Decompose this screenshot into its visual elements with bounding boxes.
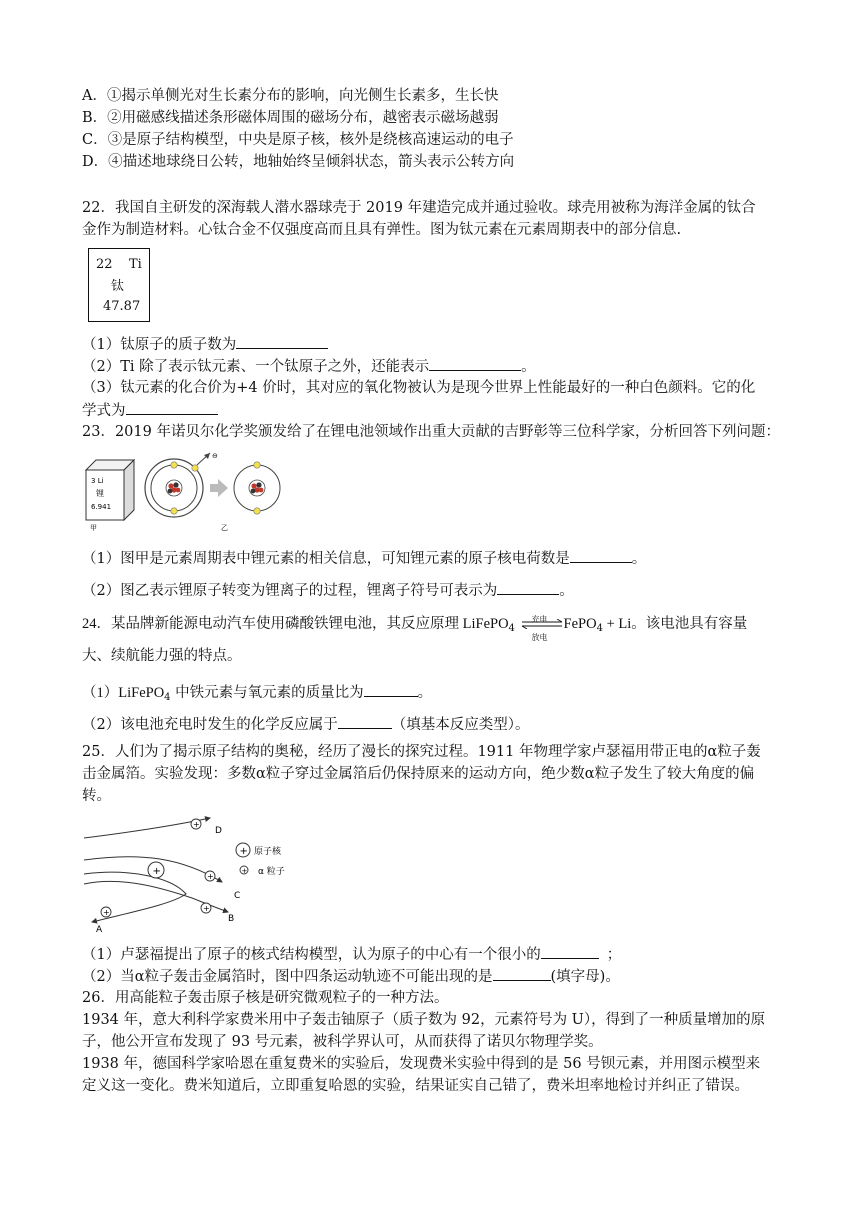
- q24-stem-line1: 24．某品牌新能源电动汽车使用磷酸铁锂电池，其反应原理 LiFePO$_4$ 充电 放电 FePO$_4$ + Li。该电池具有容量: [82, 614, 747, 634]
- ti-symbol: Ti: [129, 257, 142, 272]
- lithium-ion: [234, 462, 280, 514]
- q26-line1: 26．用高能粒子轰击原子核是研究微观粒子的一种方法。: [82, 990, 449, 1006]
- option-a: A．①揭示单侧光对生长素分布的影响，向光侧生长素多，生长快: [82, 88, 499, 104]
- outer-electron: [192, 465, 198, 471]
- q23-part1: （1）图甲是元素周期表中锂元素的相关信息，可知锂元素的原子核电荷数是 。: [82, 548, 646, 569]
- ti-atomic-number: 22: [96, 257, 113, 272]
- q26-line2: 1934 年，意大利科学家费米用中子轰击铀原子（质子数为 92，元素符号为 U），得到了一种质量增加的原: [82, 1012, 766, 1028]
- q25-answer-blank-2[interactable]: [493, 966, 551, 981]
- li-number-symbol: 3 Li: [91, 477, 104, 485]
- svg-text:+: +: [239, 846, 248, 857]
- label-a: A: [96, 925, 103, 934]
- label-c: C: [234, 891, 241, 901]
- inner-electron-top: [171, 462, 177, 468]
- legend-alpha-label: α 粒子: [258, 867, 285, 877]
- q24-stem-line2: 大、续航能力强的特点。: [82, 648, 242, 664]
- q22-answer-blank-1[interactable]: [236, 334, 328, 349]
- q25-line1: 25．人们为了揭示原子结构的奥秘，经历了漫长的探究过程。1911 年物理学家卢瑟福用带正电的α粒子轰: [82, 744, 761, 760]
- q24-part1: （1）LiFePO$_4$ 中铁元素与氧元素的质量比为 。: [82, 682, 432, 703]
- rutherford-scattering-figure: [82, 808, 312, 934]
- label-d: D: [215, 826, 222, 836]
- discharge-label: 放电: [531, 633, 548, 642]
- q24-part2: （2）该电池充电时发生的化学反应属于 （填基本反应类型）。: [82, 714, 529, 735]
- q22-part2: （2）Ti 除了表示钛元素、一个钛原子之外，还能表示 。: [82, 356, 536, 377]
- q23-part2: （2）图乙表示锂原子转变为锂离子的过程，锂离子符号可表示为 。: [82, 580, 574, 601]
- li-mass: 6.941: [91, 503, 112, 511]
- q22-part3-line2: 学式为: [82, 400, 218, 421]
- q24-answer-blank-1[interactable]: [364, 682, 418, 697]
- q22-answer-blank-3[interactable]: [126, 400, 218, 415]
- option-d: D．④描述地球绕日公转，地轴始终呈倾斜状态，箭头表示公转方向: [82, 154, 515, 170]
- label-jia: 甲: [90, 524, 97, 532]
- label-b: B: [228, 914, 235, 924]
- lithium-figure: [82, 450, 304, 534]
- label-yi: 乙: [221, 524, 228, 532]
- svg-text:+: +: [103, 908, 110, 917]
- q24-answer-blank-2[interactable]: [338, 714, 392, 729]
- q25-line2: 击金属箔。实验发现：多数α粒子穿过金属箔后仍保持原来的运动方向，绝少数α粒子发生了较大角度的偏: [82, 766, 755, 782]
- ti-atomic-mass: 47.87: [103, 299, 141, 314]
- svg-text:+: +: [152, 866, 161, 877]
- trajectory-a: [84, 872, 186, 922]
- electron-symbol: ⊖: [212, 452, 218, 460]
- q25-part1: （1）卢瑟福提出了原子的核式结构模型，认为原子的中心有一个很小的 ；: [82, 944, 621, 965]
- q23-answer-blank-1[interactable]: [570, 548, 632, 563]
- lithium-cube: [86, 460, 134, 520]
- option-b: B．②用磁感线描述条形磁体周围的磁场分布，越密表示磁场越弱: [82, 110, 499, 126]
- q23-stem: 23．2019 年诺贝尔化学奖颁发给了在锂电池领域作出重大贡献的吉野彰等三位科学家，分析回答下列问题：: [82, 424, 780, 440]
- li-name: 锂: [96, 489, 104, 498]
- svg-text:+: +: [193, 820, 200, 829]
- svg-text:+: +: [203, 904, 210, 913]
- q26-line5: 定义这一变化。费米知道后，立即重复哈恩的实验，结果证实自己错了，费米坦率地检讨并纠正了错误。: [82, 1078, 749, 1094]
- q25-answer-blank-1[interactable]: [541, 944, 599, 959]
- svg-text:+: +: [241, 867, 248, 875]
- q25-part2: （2）当α粒子轰击金属箔时，图中四条运动轨迹不可能出现的是 (填字母)。: [82, 966, 620, 987]
- q26-line3: 子，他公开宣布发现了 93 号元素，被科学界认可，从而获得了诺贝尔物理学奖。: [82, 1034, 603, 1050]
- trajectory-d: [84, 818, 210, 838]
- reversible-arrow: [520, 614, 564, 642]
- svg-text:+: +: [207, 872, 214, 881]
- transform-arrow: [210, 479, 228, 497]
- q23-answer-blank-2[interactable]: [497, 580, 559, 595]
- q22-part1: （1）钛原子的质子数为: [82, 334, 328, 355]
- q25-line3: 转。: [82, 788, 111, 804]
- lithium-atom: [145, 452, 218, 517]
- q22-part3-line1: （3）钛元素的化合价为+4 价时，其对应的氧化物被认为是现今世界上性能最好的一种白色颜料。它的化: [82, 380, 756, 396]
- titanium-element-card: [88, 248, 150, 322]
- q22-stem-line1: 22．我国自主研发的深海载人潜水器球壳于 2019 年建造完成并通过验收。球壳用被称为海洋金属的钛合: [82, 200, 756, 216]
- q22-stem-line2: 金作为制造材料。心钛合金不仅强度高而且具有弹性。图为钛元素在元素周期表中的部分信息.: [82, 222, 682, 238]
- inner-electron-bottom: [171, 508, 177, 514]
- charge-label: 充电: [531, 615, 548, 624]
- legend-nucleus-label: 原子核: [254, 847, 282, 857]
- ti-name: 钛: [111, 279, 125, 294]
- q26-line4: 1938 年，德国科学家哈恩在重复费米的实验后，发现费米实验中得到的是 56 号钡元素，并用图示模型来: [82, 1056, 761, 1072]
- option-c: C．③是原子结构模型，中央是原子核，核外是绕核高速运动的电子: [82, 132, 514, 148]
- q22-answer-blank-2[interactable]: [429, 356, 521, 371]
